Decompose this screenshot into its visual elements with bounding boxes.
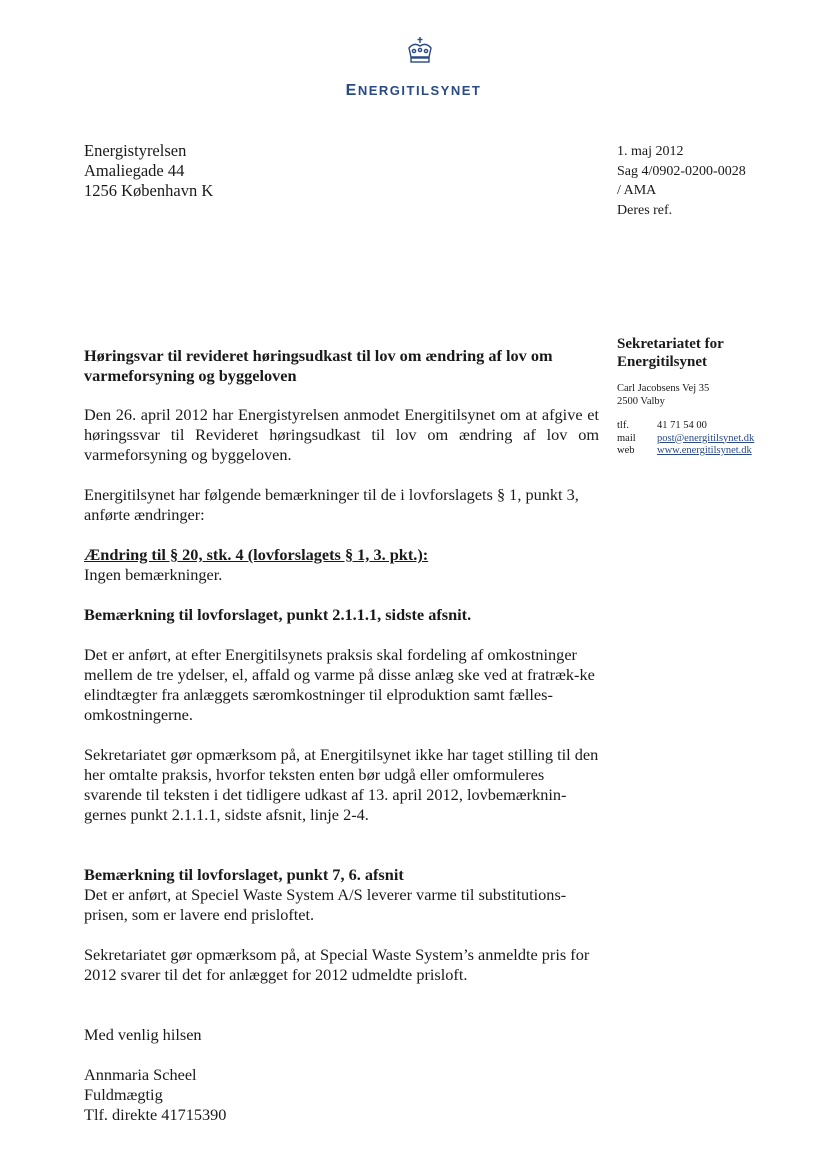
letter-date: 1. maj 2012 (617, 144, 684, 159)
recipient-address (84, 141, 213, 201)
crown-icon (405, 36, 435, 66)
sender-unit: Sekretariatet for Energitilsynet (617, 336, 724, 370)
section3-paragraph-1: Det er anført, at Speciel Waste System A/S leverer varme til substitutions-prisen, som er lavere end prisloftet. (84, 885, 567, 924)
sender-address (617, 382, 709, 408)
section2-paragraph-2: Sekretariatet gør opmærksom på, at Energitilsynet ikke har taget stilling til den her omtalte praksis, hvorfor teksten enten bør udgå eller omformuleres svarende til teksten i det tidligere udkast af 13. april 2012, lovbemærknin-gernes punkt 2.1.1.1, sidste afsnit, linje 2-4. (84, 745, 599, 824)
mail-label: mail (617, 432, 636, 444)
letter-subject: Høringsvar til revideret høringsudkast til lov om ændring af lov om varmeforsyning og byggeloven (84, 346, 553, 385)
recipient-city: 1256 København K (84, 181, 214, 200)
signer-name: Annmaria Scheel (84, 1065, 197, 1084)
recipient-street: Amaliegade 44 (84, 161, 185, 180)
agency-logo-text: ENERGITILSYNET (345, 82, 482, 99)
section1-text: Ingen bemærkninger. (84, 565, 223, 584)
sender-contact (617, 420, 754, 458)
section1-heading: Ændring til § 20, stk. 4 (lovforslagets § 1, 3. pkt.): (84, 545, 429, 564)
recipient-name: Energistyrelsen (84, 141, 187, 160)
section3-paragraph-2: Sekretariatet gør opmærksom på, at Special Waste System’s anmeldte pris for 2012 svarer til det for anlægget for 2012 udmeldte prisloft. (84, 945, 590, 984)
letter-body (84, 346, 599, 1125)
phone-label: tlf. (617, 420, 629, 431)
letter-meta (617, 142, 746, 220)
closing: Med venlig hilsen (84, 1025, 202, 1044)
mail-link[interactable]: post@energitilsynet.dk (657, 432, 755, 444)
section2-heading: Bemærkning til lovforslaget, punkt 2.1.1.1, sidste afsnit. (84, 605, 472, 624)
signer-phone: Tlf. direkte 41715390 (84, 1105, 227, 1124)
web-link[interactable]: www.energitilsynet.dk (657, 445, 752, 456)
web-label: web (617, 445, 635, 456)
sender-street: Carl Jacobsens Vej 35 (617, 383, 710, 394)
signature-block (84, 1025, 599, 1125)
their-reference: Deres ref. (617, 202, 673, 218)
phone-number: 41 71 54 00 (657, 420, 707, 431)
intro-paragraph: Den 26. april 2012 har Energistyrelsen anmodet Energitilsynet om at afgive et høringssvar til Revideret høringsudkast til lov om ændring af lov om varmeforsyning og byggeloven. (84, 405, 599, 464)
intro-paragraph-2: Energitilsynet har følgende bemærkninger til de i lovforslagets § 1, punkt 3, anførte ændringer: (84, 485, 579, 524)
case-initials: / AMA (617, 183, 657, 198)
section2-paragraph-1: Det er anført, at efter Energitilsynets praksis skal fordeling af omkostninger mellem de tre ydelser, el, affald og varme på disse anlæg ske ved at fratræk-ke elindtægter fra anlæggets særomkostninger til elproduktion samt fælles-omkostningerne. (84, 645, 595, 724)
case-number: Sag 4/0902-0200-0028 (617, 163, 746, 179)
sender-city: 2500 Valby (617, 396, 665, 407)
section3-heading: Bemærkning til lovforslaget, punkt 7, 6. afsnit (84, 865, 404, 884)
signer-title: Fuldmægtig (84, 1085, 163, 1104)
